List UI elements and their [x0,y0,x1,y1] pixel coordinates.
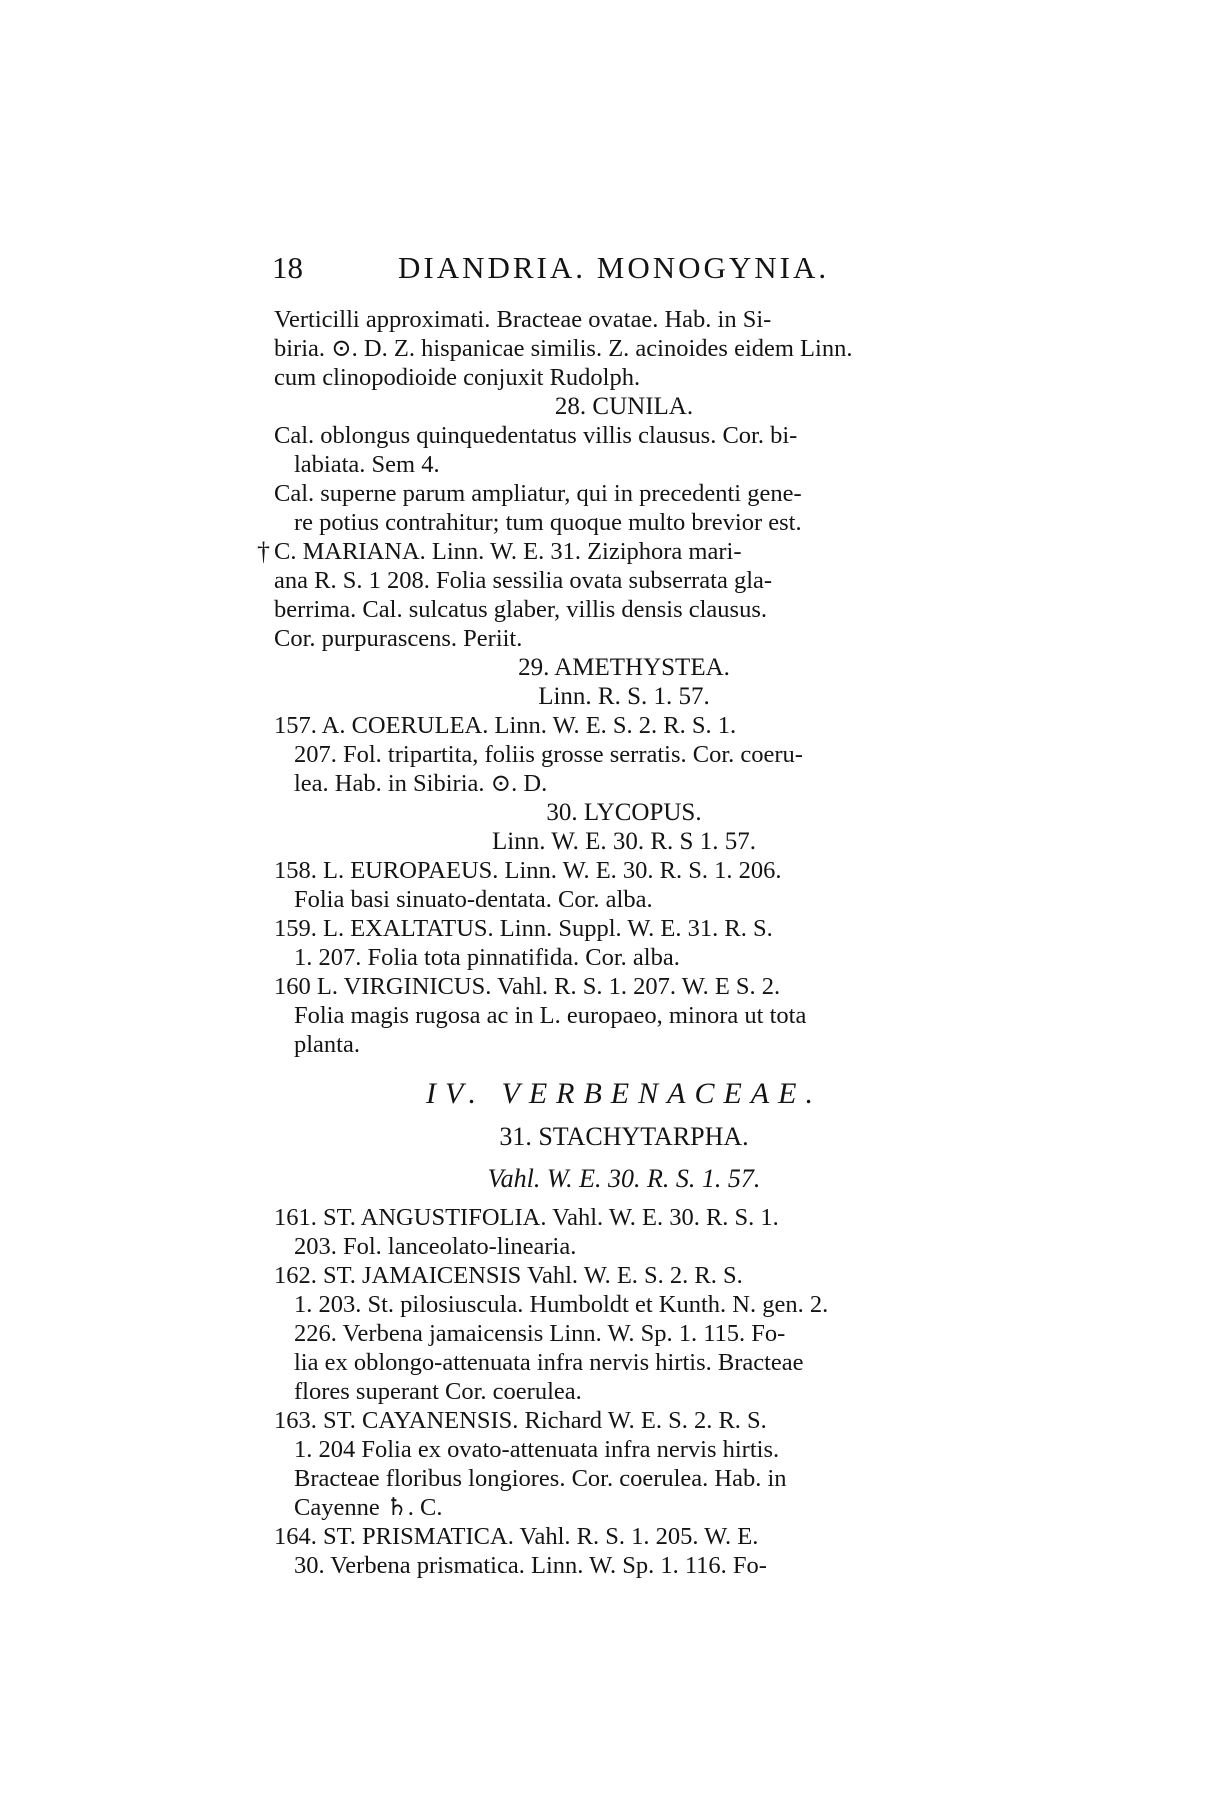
species-entry: 163. ST. CAYANENSIS. Richard W. E. S. 2. R. S. [274,1407,767,1434]
text-line: lia ex oblongo-attenuata infra nervis hirtis. Bracteae [294,1349,804,1376]
genus-authority: Linn. R. S. 1. 57. [538,683,710,710]
genus-authority: Vahl. W. E. 30. R. S. 1. 57. [487,1164,761,1193]
species-entry: 158. L. EUROPAEUS. Linn. W. E. 30. R. S. 1. 206. [274,857,782,884]
text-line: Verticilli approximati. Bracteae ovatae. Hab. in Si- [274,306,772,333]
text-line: C. MARIANA. Linn. W. E. 31. Ziziphora mari- [274,538,742,565]
page-body [257,305,974,1580]
species-entry [257,537,974,566]
species-entry: 159. L. EXALTATUS. Linn. Suppl. W. E. 31. R. S. [274,915,773,942]
species-entry: 161. ST. ANGUSTIFOLIA. Vahl. W. E. 30. R. S. 1. [274,1204,779,1231]
family-heading: IV. VERBENACEAE. [426,1077,822,1110]
text-line: 1. 204 Folia ex ovato-attenuata infra nervis hirtis. [294,1436,780,1463]
text-line: flores superant Cor. coerulea. [294,1378,582,1405]
text-line: re potius contrahitur; tum quoque multo brevior est. [294,509,802,536]
dagger-mark: † [257,537,270,566]
text-line: Bracteae floribus longiores. Cor. coerulea. Hab. in [294,1465,787,1492]
text-line: ana R. S. 1 208. Folia sessilia ovata subserrata gla- [274,567,773,594]
text-line: 203. Fol. lanceolato-linearia. [294,1233,577,1260]
text-line: labiata. Sem 4. [294,451,440,478]
text-line: Folia basi sinuato-dentata. Cor. alba. [294,886,653,913]
text-line: Cal. superne parum ampliatur, qui in precedenti gene- [274,480,802,507]
text-line: 207. Fol. tripartita, foliis grosse serratis. Cor. coeru- [294,741,803,768]
text-line: biria. ⊙. D. Z. hispanicae similis. Z. acinoides eidem Linn. [274,335,853,362]
species-entry: 164. ST. PRISMATICA. Vahl. R. S. 1. 205. W. E. [274,1523,759,1550]
text-line: 30. Verbena prismatica. Linn. W. Sp. 1. 116. Fo- [294,1552,767,1579]
text-line: cum clinopodioide conjuxit Rudolph. [274,364,641,391]
genus-heading: 28. CUNILA. [554,393,694,420]
text-line: Cayenne ♄. C. [294,1494,443,1521]
running-head: DIANDRIA. MONOGYNIA. [398,250,830,285]
species-entry: 157. A. COERULEA. Linn. W. E. S. 2. R. S. 1. [274,712,737,739]
species-entry: 162. ST. JAMAICENSIS Vahl. W. E. S. 2. R. S. [274,1262,743,1289]
text-line: 1. 203. St. pilosiuscula. Humboldt et Kunth. N. gen. 2. [294,1291,829,1318]
genus-heading: 30. LYCOPUS. [546,799,702,826]
text-line: Cal. oblongus quinquedentatus villis clausus. Cor. bi- [274,422,798,449]
text-line: Folia magis rugosa ac in L. europaeo, minora ut tota [294,1002,807,1029]
genus-heading: 31. STACHYTARPHA. [499,1122,749,1151]
genus-heading: 29. AMETHYSTEA. [518,654,730,681]
genus-authority: Linn. W. E. 30. R. S 1. 57. [492,828,756,855]
text-line: lea. Hab. in Sibiria. ⊙. D. [294,770,548,797]
text-line: 1. 207. Folia tota pinnatifida. Cor. alba. [294,944,680,971]
text-line: berrima. Cal. sulcatus glaber, villis densis clausus. [274,596,768,623]
text-line: Cor. purpurascens. Periit. [274,625,523,652]
species-entry: 160 L. VIRGINICUS. Vahl. R. S. 1. 207. W. E S. 2. [274,973,781,1000]
text-line: planta. [294,1031,360,1058]
page-number: 18 [272,250,303,285]
page-header [272,250,972,294]
text-line: 226. Verbena jamaicensis Linn. W. Sp. 1. 115. Fo- [294,1320,786,1347]
